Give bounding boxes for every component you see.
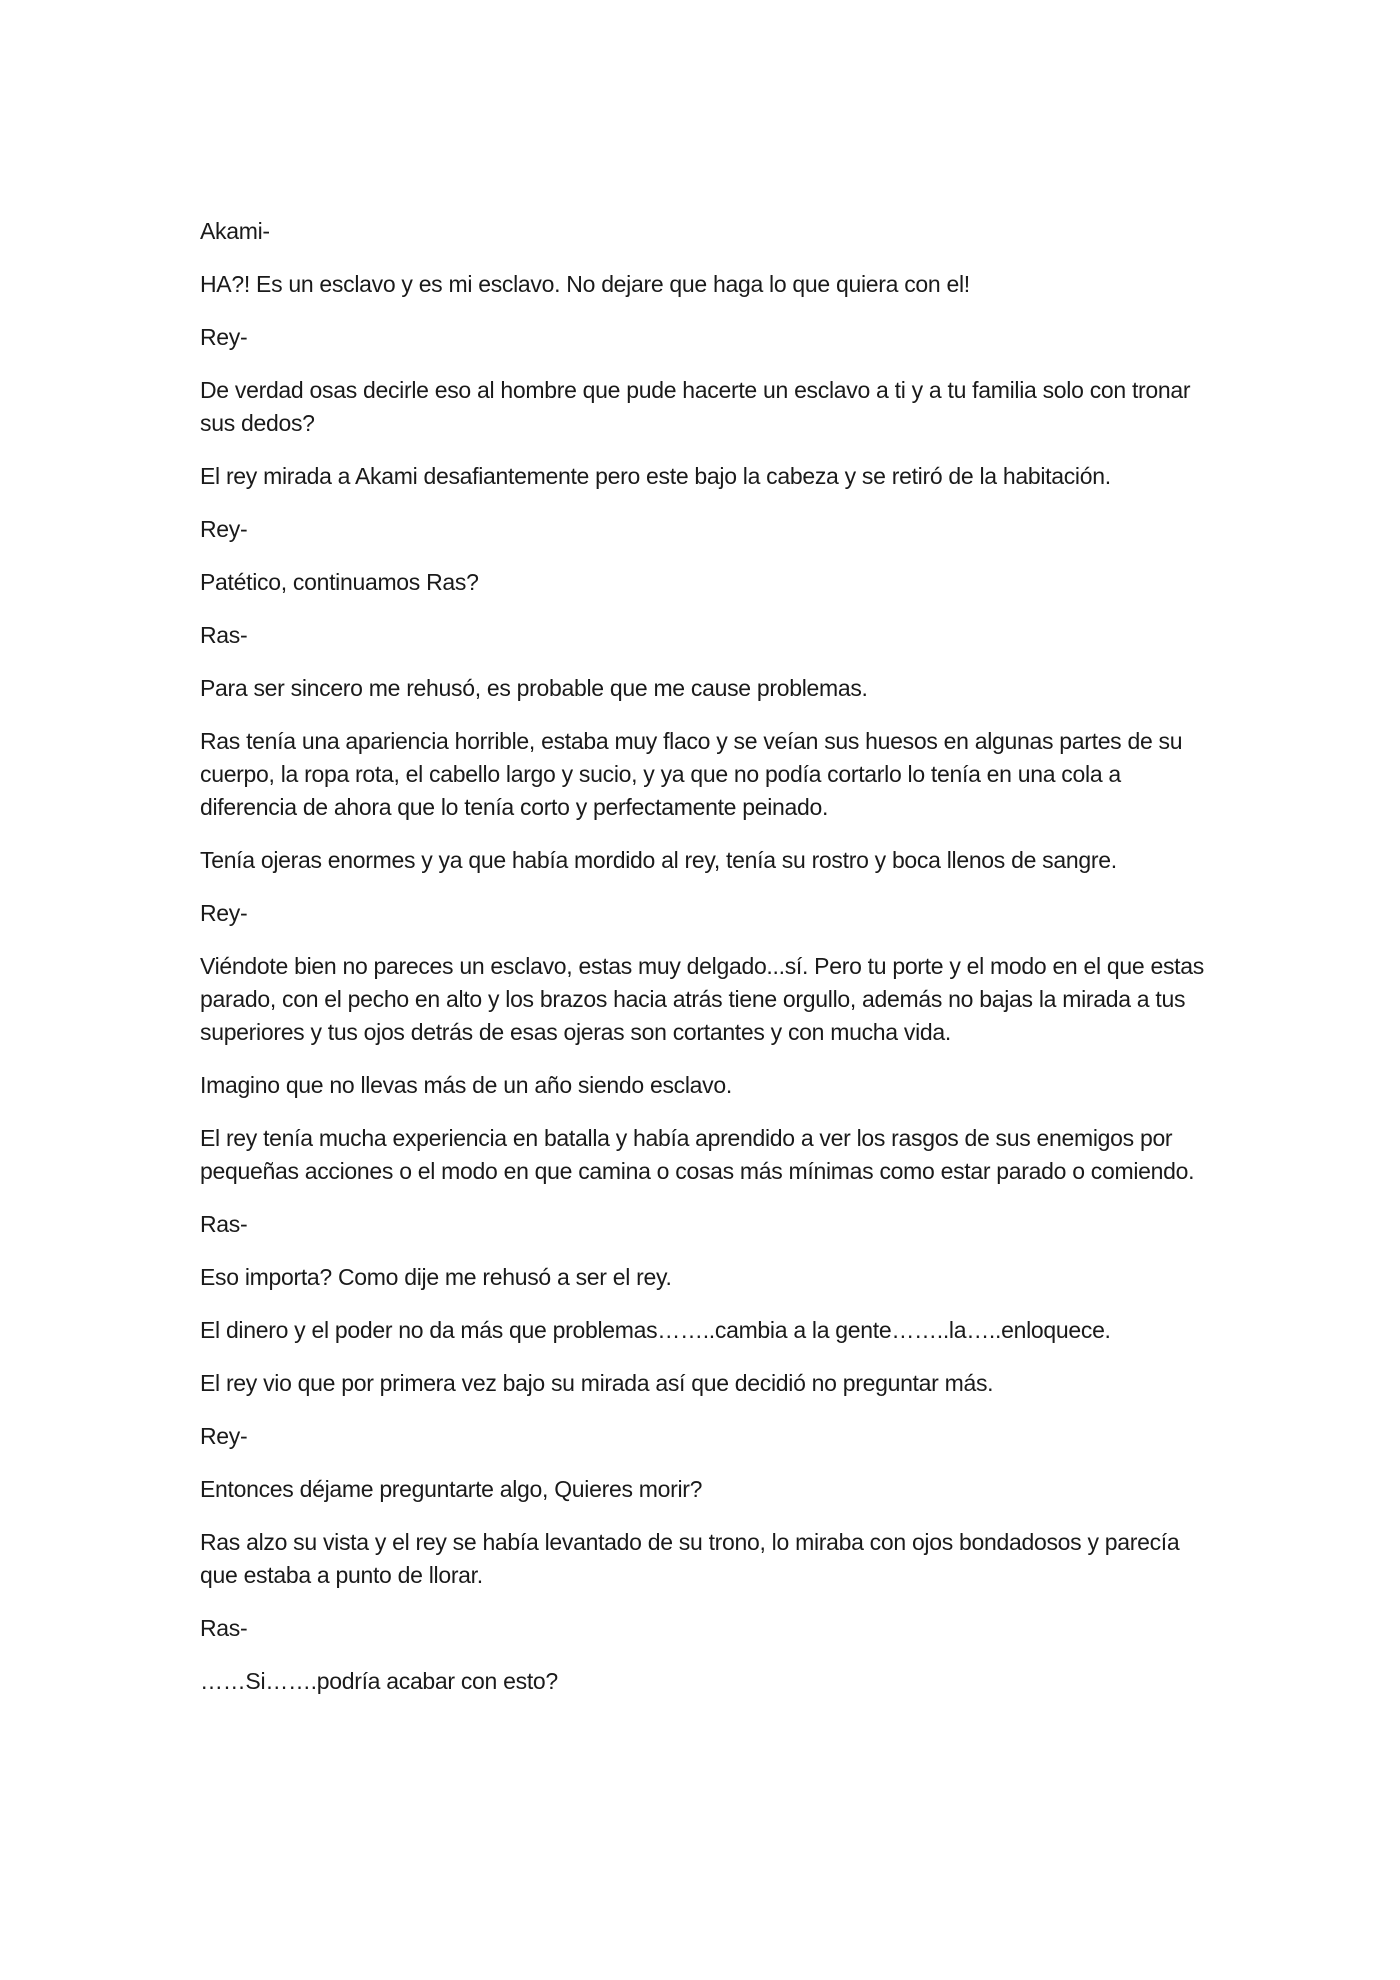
speaker-label: Rey- (200, 1423, 248, 1449)
dialogue-line: HA?! Es un esclavo y es mi esclavo. No dejare que haga lo que quiera con el! (200, 271, 970, 297)
speaker-label: Ras- (200, 1211, 248, 1237)
dialogue-line: De verdad osas decirle eso al hombre que pude hacerte un esclavo a ti y a tu familia solo con tronar sus dedos? (200, 377, 1191, 436)
speaker-label: Rey- (200, 324, 248, 350)
narration-paragraph: Ras tenía una apariencia horrible, estaba muy flaco y se veían sus huesos en algunas partes de su cuerpo, la ropa rota, el cabello largo y sucio, y ya que no podía cortarlo lo tenía en una cola a diferencia de ahora que lo tenía corto y perfectamente peinado. (200, 728, 1183, 820)
document-body (200, 215, 1210, 1718)
dialogue-line: Imagino que no llevas más de un año siendo esclavo. (200, 1072, 732, 1098)
speaker-label: Ras- (200, 622, 248, 648)
narration-paragraph: Ras alzo su vista y el rey se había levantado de su trono, lo miraba con ojos bondadosos y parecía que estaba a punto de llorar. (200, 1529, 1180, 1588)
dialogue-line: Para ser sincero me rehusó, es probable que me cause problemas. (200, 675, 868, 701)
dialogue-line: Entonces déjame preguntarte algo, Quieres morir? (200, 1476, 703, 1502)
narration-paragraph: Tenía ojeras enormes y ya que había mordido al rey, tenía su rostro y boca llenos de sangre. (200, 847, 1117, 873)
dialogue-line: El dinero y el poder no da más que problemas……..cambia a la gente……..la…..enloquece. (200, 1317, 1111, 1343)
dialogue-line: Viéndote bien no pareces un esclavo, estas muy delgado...sí. Pero tu porte y el modo en el que estas parado, con el pecho en alto y los brazos hacia atrás tiene orgullo, además no bajas la mirada a tus superiores y tus ojos detrás de esas ojeras son cortantes y con mucha vida. (200, 953, 1204, 1045)
speaker-label: Rey- (200, 516, 248, 542)
dialogue-line: Patético, continuamos Ras? (200, 569, 479, 595)
speaker-label: Akami- (200, 218, 270, 244)
narration-paragraph: El rey vio que por primera vez bajo su mirada así que decidió no preguntar más. (200, 1370, 994, 1396)
speaker-label: Rey- (200, 900, 248, 926)
narration-paragraph: El rey mirada a Akami desafiantemente pero este bajo la cabeza y se retiró de la habitación. (200, 463, 1111, 489)
speaker-label: Ras- (200, 1615, 248, 1641)
dialogue-line: Eso importa? Como dije me rehusó a ser el rey. (200, 1264, 672, 1290)
dialogue-line: ……Si…….podría acabar con esto? (200, 1668, 558, 1694)
narration-paragraph: El rey tenía mucha experiencia en batalla y había aprendido a ver los rasgos de sus enemigos por pequeñas acciones o el modo en que camina o cosas más mínimas como estar parado o comiendo. (200, 1125, 1195, 1184)
